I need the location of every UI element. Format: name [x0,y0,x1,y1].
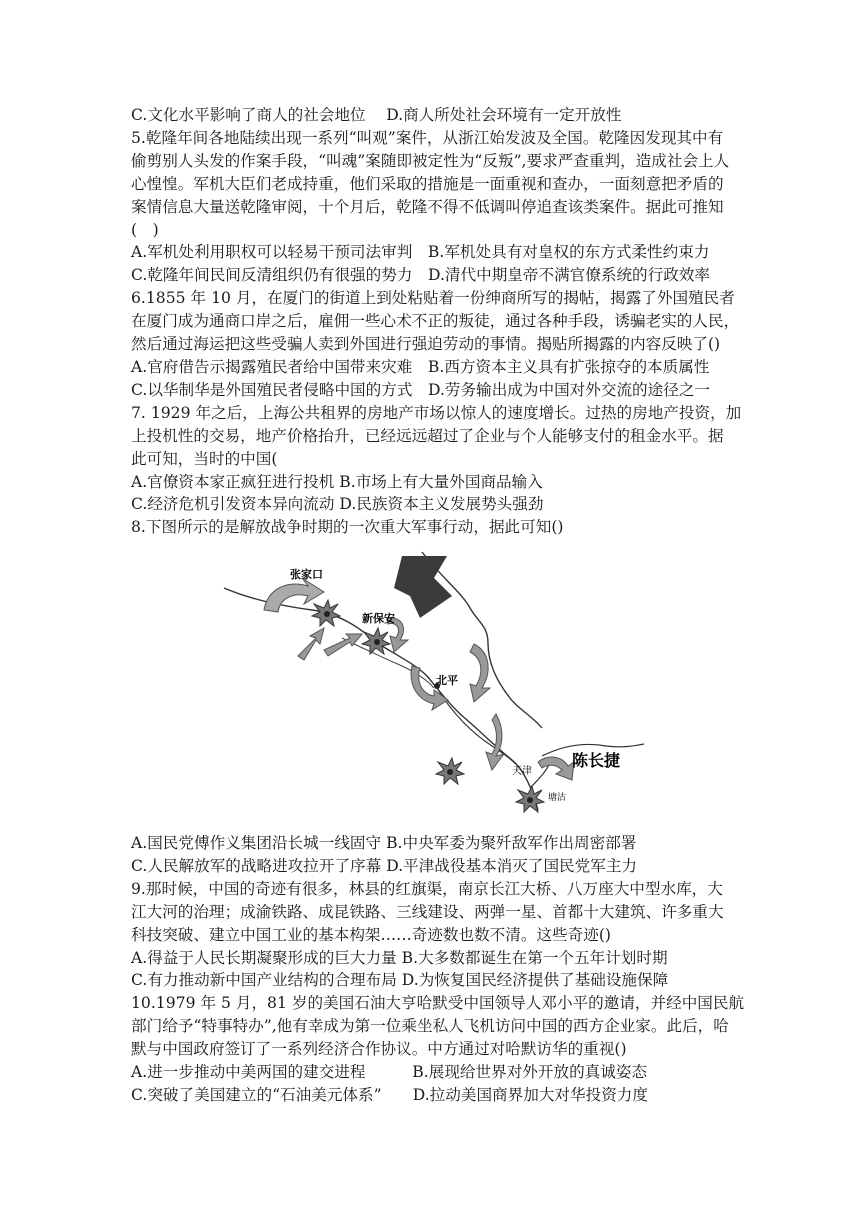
map-label-tianjin: 天津 [512,766,532,777]
question-10-stem: 默与中国政府签订了一系列经济合作协议。中方通过对哈默访华的重视() [131,1040,627,1059]
option-line: A.官府借告示揭露殖民者给中国带来灾难 B.西方资本主义具有扩张掠夺的本质属性 [131,357,710,376]
option-line: A.军机处利用职权可以轻易干预司法审判 B.军机处具有对皇权的东方式柔性约束力 [131,243,710,262]
map-label-tanggu: 塘沽 [548,792,567,802]
map-label-beiping: 北平 [436,675,458,687]
option-line: C.以华制华是外国殖民者侵略中国的方式 D.劳务输出成为中国对外交流的途径之一 [131,380,711,399]
option-line: C.乾隆年间民间反清组织仍有很强的势力 D.清代中期皇帝不满官僚系统的行政效率 [131,266,711,285]
map-label-chenchangjie: 陈长捷 [572,753,621,770]
answer-bracket: ( ) [131,220,159,239]
pingjin-campaign-map [212,548,646,820]
question-10-stem: 10.1979 年 5 月，81 岁的美国石油大亨哈默受中国领导人邓小平的邀请，并经中国民航 [131,994,745,1013]
option-line: C.人民解放军的战略进攻拉开了序幕 D.平津战役基本消灭了国民党军主力 [131,856,638,875]
option-line: C.有力推动新中国产业结构的合理布局 D.为恢复国民经济提供了基础设施保障 [131,971,669,990]
option-line: A.进一步推动中美两国的建交进程 B.展现给世界对外开放的真诚姿态 [131,1063,648,1082]
option-line: A.得益于人民长期凝聚形成的巨大力量 B.大多数都诞生在第一个五年计划时期 [131,948,668,967]
option-line: A.国民党傅作义集团沿长城一线固守 B.中央军委为聚歼敌军作出周密部署 [131,834,637,852]
question-9-stem: 江大河的治理；成渝铁路、成昆铁路、三线建设、两弹一星、首都十大建筑、许多重大 [131,902,724,921]
map-label-xinbaoan: 新保安 [362,613,395,625]
question-7-stem: 此可知，当时的中国( [131,449,278,468]
city-dot-icon [527,797,533,803]
question-9-stem: 9.那时候，中国的奇迹有很多，林县的红旗渠，南京长江大桥、八万座大中型水库，大 [131,879,723,898]
question-7-stem: 上投机性的交易，地产价格抬升，已经远远超过了企业与个人能够支付的租金水平。据 [131,426,724,445]
map-label-zhangjiakou: 张家口 [290,569,323,581]
question-10-stem: 部门给予“特事特办”,他有幸成为第一位乘坐私人飞机访问中国的西方企业家。此后，哈 [131,1017,729,1036]
option-line: C.文化水平影响了商人的社会地位 D.商人所处社会环境有一定开放性 [131,106,622,124]
question-8-stem: 8.下图所示的是解放战争时期的一次重大军事行动，据此可知() [131,518,564,537]
city-dot-icon [324,611,330,617]
question-6-stem: 在厦门成为通商口岸之后，雇佣一些心术不正的叛徒，通过各种手段，诱骗老实的人民， [131,312,740,331]
option-line: C.经济危机引发资本异向流动 D.民族资本主义发展势头强劲 [131,495,544,514]
city-dot-icon [447,769,453,775]
option-line: C.突破了美国建立的“石油美元体系” D.拉动美国商界加大对华投资力度 [131,1085,648,1104]
question-5-stem: 案情信息大量送乾隆审阅，十个月后，乾隆不得不低调叫停追查该类案件。据此可推知 [131,197,724,216]
question-6-stem: 6.1855 年 10 月，在厦门的街道上到处粘贴着一份绅商所写的揭帖，揭露了外国殖民者 [131,289,735,308]
question-7-stem: 7. 1929 年之后，上海公共租界的房地产市场以惊人的速度增长。过热的房地产投资，加 [131,403,742,422]
question-5-stem: 偷剪别人头发的作案手段，“叫魂”案随即被定性为“反叛”,要求严查重判，造成社会上人 [131,151,730,170]
text-block-lower [131,832,745,1107]
city-dot-icon [374,639,380,645]
option-line: A.官僚资本家正疯狂进行投机 B.市场上有大量外国商品输入 [131,472,543,491]
question-9-stem: 科技突破、建立中国工业的基本构架……奇迹数也数不清。这些奇迹() [131,925,611,944]
question-5-stem: 心惶惶。军机大臣们老成持重，他们采取的措施是一面重视和查办，一面刻意把矛盾的 [131,174,724,193]
question-6-stem: 然后通过海运把这些受骗人卖到外国进行强迫劳动的事情。揭贴所揭露的内容反映了() [131,335,721,354]
text-block-upper [131,104,741,539]
question-5-stem: 5.乾隆年间各地陆续出现一系列“叫观”案件，从浙江始发波及全国。乾隆因发现其中有 [131,128,724,147]
